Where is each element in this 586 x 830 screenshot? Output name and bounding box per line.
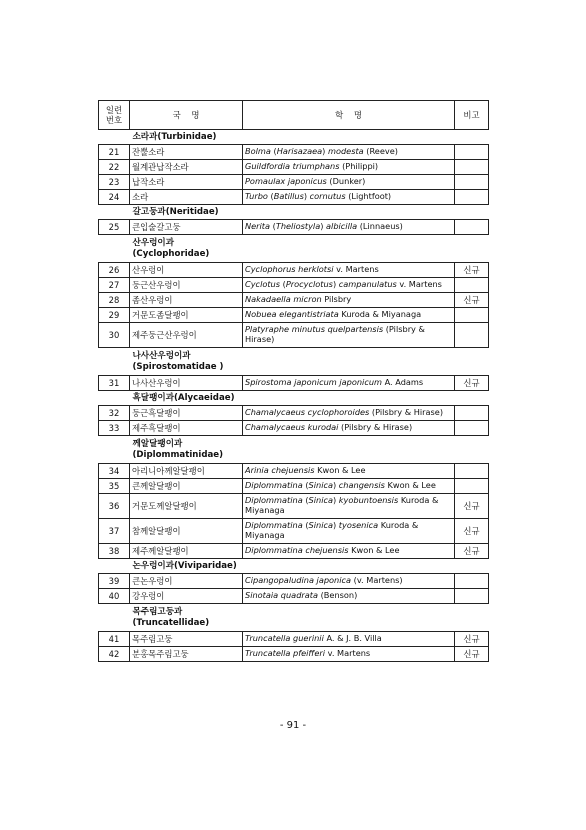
scientific-name-roman-part: A. & J. B. Villa <box>323 633 382 644</box>
scientific-name-italic-part: kyobuntoensis <box>338 495 399 506</box>
scientific-name-roman-part: ) <box>332 279 339 290</box>
scientific-name <box>243 160 455 175</box>
remark: 신규 <box>455 494 489 519</box>
family-row <box>99 436 489 464</box>
species-table <box>98 100 489 662</box>
scientific-name-italic-part: Pomaulax japonicus <box>245 176 327 187</box>
species-row <box>99 220 489 235</box>
family-name: 흑달팽이과(Alycaeidae) <box>130 391 489 406</box>
remark <box>455 406 489 421</box>
remark: 신규 <box>455 647 489 662</box>
korean-name: 둥근흑달팽이 <box>130 406 243 421</box>
species-row <box>99 464 489 479</box>
remark: 신규 <box>455 293 489 308</box>
scientific-name-italic-part: Sinica <box>308 480 333 491</box>
scientific-name-italic-part: Platyraphe minutus quelpartensis <box>245 324 384 335</box>
table-body <box>99 130 489 662</box>
korean-name: 잔뿔소라 <box>130 145 243 160</box>
korean-name: 큰논우렁이 <box>130 574 243 589</box>
serial-number: 30 <box>99 323 130 348</box>
scientific-name <box>243 464 455 479</box>
scientific-name <box>243 647 455 662</box>
scientific-name-italic-part: Theliostyla <box>275 221 321 232</box>
scientific-name-italic-part: Arinia chejuensis <box>245 465 315 476</box>
scientific-name <box>243 574 455 589</box>
scientific-name-roman-part: ) <box>320 221 327 232</box>
species-row <box>99 574 489 589</box>
serial-number: 26 <box>99 263 130 278</box>
scientific-name-italic-part: campanulatus <box>338 279 397 290</box>
family-spacer <box>99 130 130 145</box>
remark <box>455 175 489 190</box>
scientific-name-roman-part: ) <box>333 495 339 506</box>
scientific-name-italic-part: Batillus <box>273 191 304 202</box>
scientific-name-italic-part: cornutus <box>309 191 346 202</box>
scientific-name-roman-part: Kuroda & Miyanaga <box>245 495 439 515</box>
korean-name: 둥근산우렁이 <box>130 278 243 293</box>
remark <box>455 160 489 175</box>
scientific-name-italic-part: Nobuea elegantistriata <box>245 309 339 320</box>
scientific-name <box>243 589 455 604</box>
table-header-row <box>99 101 489 130</box>
scientific-name-roman-part: Kuroda & Miyanaga <box>245 520 419 540</box>
serial-number: 27 <box>99 278 130 293</box>
scientific-name-italic-part: Spirostoma japonicum japonicum <box>245 377 382 388</box>
scientific-name-italic-part: tyosenica <box>338 520 379 531</box>
scientific-name-roman-part: (Philippi) <box>339 161 379 172</box>
family-row <box>99 205 489 220</box>
remark <box>455 574 489 589</box>
scientific-name-italic-part: Diplommatina <box>245 480 303 491</box>
scientific-name-roman-part: (Dunker) <box>326 176 366 187</box>
serial-number: 28 <box>99 293 130 308</box>
korean-name: 목주림고둥 <box>130 632 243 647</box>
scientific-name-roman-part: A. Adams <box>382 377 424 388</box>
family-spacer <box>99 391 130 406</box>
scientific-name-italic-part: Cyclotus <box>245 279 281 290</box>
scientific-name-roman-part: Kwon & Lee <box>314 465 366 476</box>
scientific-name <box>243 323 455 348</box>
korean-name: 분홍목주림고둥 <box>130 647 243 662</box>
species-row <box>99 544 489 559</box>
korean-name: 큰께알달팽이 <box>130 479 243 494</box>
header-scientific-name: 학 명 <box>243 101 455 130</box>
family-row <box>99 348 489 376</box>
korean-name: 제주께알달팽이 <box>130 544 243 559</box>
scientific-name <box>243 293 455 308</box>
scientific-name-roman-part: ( <box>302 480 309 491</box>
korean-name: 강우렁이 <box>130 589 243 604</box>
species-row <box>99 145 489 160</box>
family-spacer <box>99 559 130 574</box>
serial-number: 34 <box>99 464 130 479</box>
scientific-name-roman-part: (Reeve) <box>363 146 398 157</box>
scientific-name-roman-part: (Linnaeus) <box>357 221 403 232</box>
species-row <box>99 308 489 323</box>
serial-number: 21 <box>99 145 130 160</box>
korean-name: 소라 <box>130 190 243 205</box>
korean-name: 월계관납작소라 <box>130 160 243 175</box>
remark <box>455 145 489 160</box>
remark: 신규 <box>455 263 489 278</box>
remark <box>455 190 489 205</box>
species-row <box>99 323 489 348</box>
serial-number: 33 <box>99 421 130 436</box>
remark <box>455 464 489 479</box>
serial-number: 40 <box>99 589 130 604</box>
scientific-name-italic-part: Diplommatina <box>245 495 303 506</box>
scientific-name <box>243 376 455 391</box>
scientific-name-italic-part: Nerita <box>245 221 271 232</box>
family-name: 갈고둥과(Neritidae) <box>130 205 489 220</box>
scientific-name-italic-part: albicilla <box>326 221 358 232</box>
scientific-name-italic-part: Truncatella guerinii <box>245 633 324 644</box>
scientific-name <box>243 145 455 160</box>
serial-number: 23 <box>99 175 130 190</box>
scientific-name-roman-part: (Benson) <box>318 590 358 601</box>
scientific-name <box>243 220 455 235</box>
scientific-name-italic-part: Nakadaella micron <box>245 294 322 305</box>
scientific-name-italic-part: Sinotaia quadrata <box>245 590 319 601</box>
scientific-name-roman-part: Kwon & Lee <box>348 545 400 556</box>
scientific-name-italic-part: Harisazaea <box>276 146 323 157</box>
remark <box>455 278 489 293</box>
scientific-name-italic-part: modesta <box>327 146 364 157</box>
scientific-name-italic-part: Cipangopaludina japonica <box>245 575 352 586</box>
family-row <box>99 559 489 574</box>
scientific-name <box>243 308 455 323</box>
species-row <box>99 589 489 604</box>
species-row <box>99 293 489 308</box>
species-row <box>99 632 489 647</box>
serial-number: 39 <box>99 574 130 589</box>
family-spacer <box>99 604 130 632</box>
scientific-name <box>243 632 455 647</box>
remark: 신규 <box>455 632 489 647</box>
scientific-name-roman-part: ( <box>270 221 276 232</box>
scientific-name-roman-part: ( <box>270 146 277 157</box>
family-name: 나사산우렁이과 (Spirostomatidae ) <box>130 348 489 376</box>
scientific-name-roman-part: ( <box>280 279 286 290</box>
scientific-name <box>243 263 455 278</box>
family-name: 목주림고둥과 (Truncatellidae) <box>130 604 489 632</box>
scientific-name-roman-part: Kwon & Lee <box>384 480 436 491</box>
header-remarks: 비고 <box>455 101 489 130</box>
remark <box>455 421 489 436</box>
family-spacer <box>99 348 130 376</box>
scientific-name-roman-part: ) <box>333 520 339 531</box>
korean-name: 제주둥근산우렁이 <box>130 323 243 348</box>
korean-name: 납작소라 <box>130 175 243 190</box>
family-row <box>99 391 489 406</box>
page-number: - 91 - <box>279 720 307 731</box>
korean-name: 나사산우렁이 <box>130 376 243 391</box>
scientific-name-italic-part: Diplommatina chejuensis <box>245 545 349 556</box>
remark: 신규 <box>455 519 489 544</box>
scientific-name <box>243 190 455 205</box>
serial-number: 42 <box>99 647 130 662</box>
serial-number: 29 <box>99 308 130 323</box>
scientific-name-roman-part: Kuroda & Miyanaga <box>338 309 422 320</box>
scientific-name <box>243 479 455 494</box>
remark <box>455 479 489 494</box>
korean-name: 참께알달팽이 <box>130 519 243 544</box>
scientific-name-italic-part: Sinica <box>308 495 333 506</box>
scientific-name-italic-part: Chamalycaeus cyclophoroides <box>245 407 370 418</box>
serial-number: 41 <box>99 632 130 647</box>
species-row <box>99 406 489 421</box>
family-spacer <box>99 205 130 220</box>
korean-name: 거문도께알달팽이 <box>130 494 243 519</box>
family-name: 께알달팽이과 (Diplommatinidae) <box>130 436 489 464</box>
scientific-name <box>243 519 455 544</box>
serial-number: 38 <box>99 544 130 559</box>
scientific-name-roman-part: (Pilsbry & Hirase) <box>338 422 413 433</box>
family-spacer <box>99 436 130 464</box>
species-row <box>99 494 489 519</box>
remark <box>455 589 489 604</box>
remark <box>455 220 489 235</box>
family-row <box>99 235 489 263</box>
serial-number: 25 <box>99 220 130 235</box>
family-name: 소라과(Turbinidae) <box>130 130 489 145</box>
scientific-name-italic-part: Turbo <box>245 191 268 202</box>
header-serial-number: 일련 번호 <box>99 101 130 130</box>
remark <box>455 308 489 323</box>
scientific-name-roman-part: ) <box>303 191 310 202</box>
scientific-name-roman-part: ) <box>333 480 339 491</box>
scientific-name-roman-part: ( <box>267 191 274 202</box>
scientific-name-roman-part: (v. Martens) <box>351 575 403 586</box>
scientific-name <box>243 406 455 421</box>
scientific-name-roman-part: ) <box>322 146 328 157</box>
serial-number: 36 <box>99 494 130 519</box>
scientific-name <box>243 175 455 190</box>
scientific-name-roman-part: (Lightfoot) <box>345 191 392 202</box>
serial-number: 22 <box>99 160 130 175</box>
scientific-name-italic-part: Procyclotus <box>285 279 333 290</box>
family-name: 논우렁이과(Viviparidae) <box>130 559 489 574</box>
species-row <box>99 160 489 175</box>
korean-name: 아리니아께알달팽이 <box>130 464 243 479</box>
scientific-name-roman-part: v. Martens <box>333 264 379 275</box>
species-row <box>99 190 489 205</box>
scientific-name-italic-part: changensis <box>338 480 385 491</box>
scientific-name-roman-part: v. Martens <box>396 279 442 290</box>
species-row <box>99 175 489 190</box>
serial-number: 32 <box>99 406 130 421</box>
serial-number: 24 <box>99 190 130 205</box>
scientific-name <box>243 494 455 519</box>
species-row <box>99 376 489 391</box>
korean-name: 좀산우렁이 <box>130 293 243 308</box>
scientific-name-italic-part: Truncatella pfeifferi <box>245 648 326 659</box>
species-row <box>99 263 489 278</box>
korean-name: 큰입술갈고둥 <box>130 220 243 235</box>
remark: 신규 <box>455 376 489 391</box>
species-row <box>99 278 489 293</box>
scientific-name-roman-part: (Pilsbry & Hirase) <box>369 407 444 418</box>
scientific-name-italic-part: Bolma <box>245 146 271 157</box>
family-name: 산우렁이과 (Cyclophoridae) <box>130 235 489 263</box>
family-spacer <box>99 235 130 263</box>
scientific-name <box>243 278 455 293</box>
scientific-name <box>243 544 455 559</box>
scientific-name-italic-part: Guildfordia triumphans <box>245 161 340 172</box>
scientific-name-italic-part: Chamalycaeus kurodai <box>245 422 339 433</box>
scientific-name-italic-part: Cyclophorus herklotsi <box>245 264 334 275</box>
scientific-name-italic-part: Diplommatina <box>245 520 303 531</box>
scientific-name-roman-part: ( <box>302 520 309 531</box>
species-row <box>99 519 489 544</box>
serial-number: 37 <box>99 519 130 544</box>
species-row <box>99 647 489 662</box>
korean-name: 제주흑달팽이 <box>130 421 243 436</box>
serial-number: 31 <box>99 376 130 391</box>
korean-name: 거문도좀달팽이 <box>130 308 243 323</box>
species-row <box>99 421 489 436</box>
species-row <box>99 479 489 494</box>
serial-number: 35 <box>99 479 130 494</box>
korean-name: 산우렁이 <box>130 263 243 278</box>
scientific-name-roman-part: Pilsbry <box>321 294 352 305</box>
scientific-name-roman-part: v. Martens <box>325 648 371 659</box>
remark: 신규 <box>455 544 489 559</box>
family-row <box>99 604 489 632</box>
remark <box>455 323 489 348</box>
scientific-name-roman-part: ( <box>302 495 309 506</box>
header-korean-name: 국 명 <box>130 101 243 130</box>
scientific-name-roman-part: (Pilsbry & Hirase) <box>245 324 425 344</box>
scientific-name <box>243 421 455 436</box>
scientific-name-italic-part: Sinica <box>308 520 333 531</box>
family-row <box>99 130 489 145</box>
